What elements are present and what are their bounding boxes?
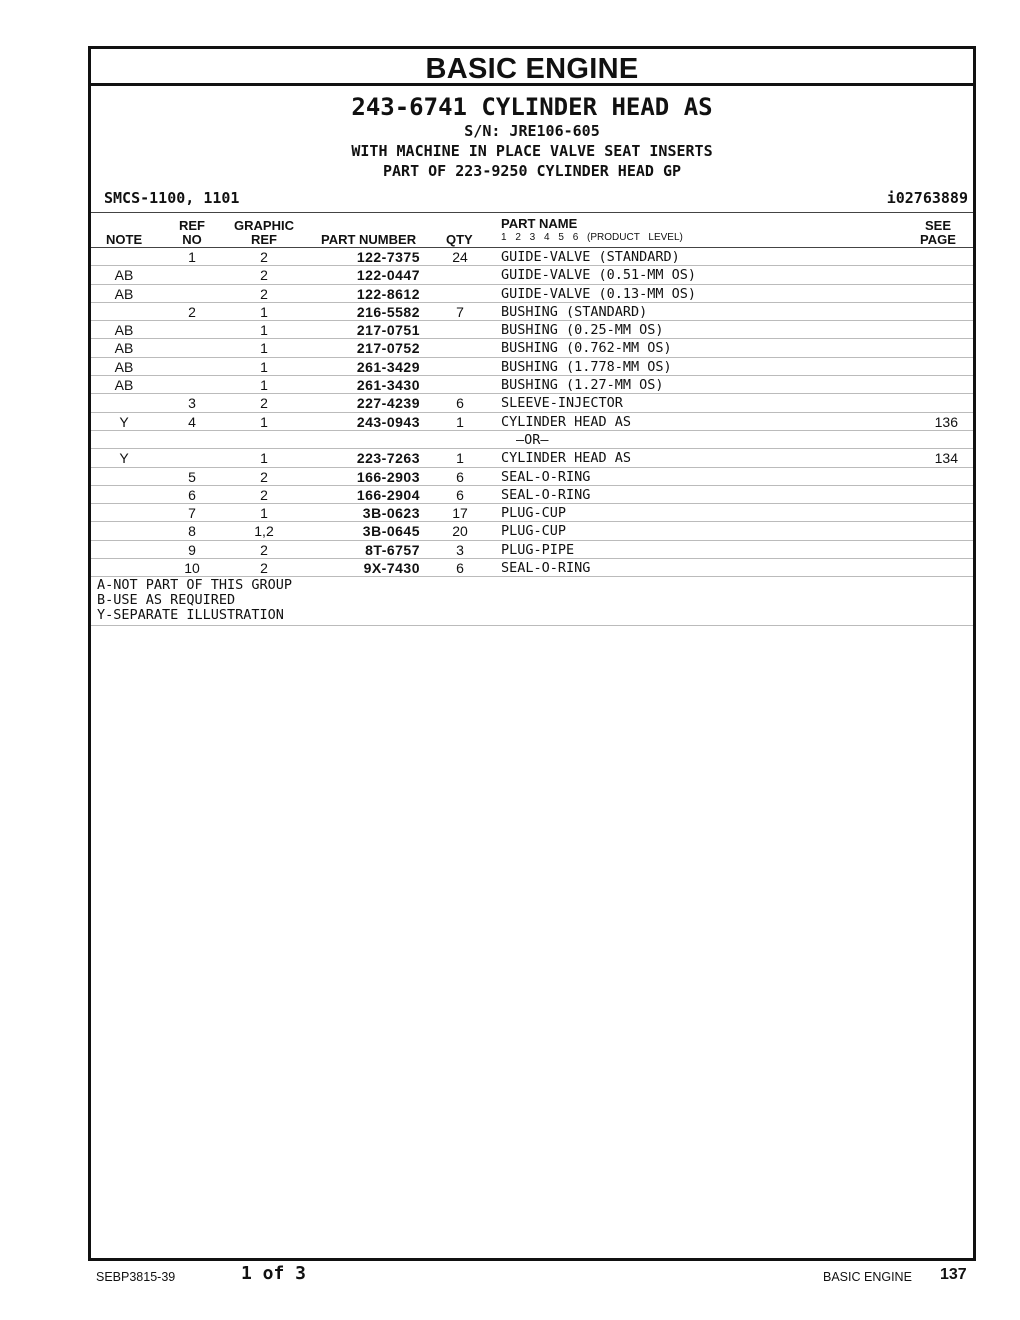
row-graphic-ref: 2 — [260, 395, 268, 412]
row-ref-no: 7 — [188, 505, 196, 522]
row-graphic-ref: 2 — [260, 486, 268, 503]
footer-page-of: 1 of 3 — [241, 1263, 307, 1284]
row-qty: 1 — [456, 413, 464, 430]
row-part-number: 217-0751 — [356, 322, 420, 339]
assembly-note-1: WITH MACHINE IN PLACE VALVE SEAT INSERTS — [351, 142, 713, 160]
row-part-number: 3B-0645 — [362, 523, 420, 540]
footer-page-number: 137 — [940, 1266, 967, 1283]
table-row — [91, 559, 973, 577]
row-note: Y — [119, 413, 129, 430]
row-note: AB — [114, 340, 134, 357]
parts-table — [91, 248, 973, 577]
row-graphic-ref: 1,2 — [254, 523, 274, 540]
note-b: B-USE AS REQUIRED — [97, 592, 236, 609]
row-graphic-ref: 1 — [260, 358, 268, 375]
row-qty: 6 — [456, 560, 464, 577]
row-part-name: CYLINDER HEAD AS — [501, 450, 632, 467]
row-graphic-ref: 2 — [260, 468, 268, 485]
row-graphic-ref: 2 — [260, 541, 268, 558]
row-qty: 24 — [452, 249, 468, 265]
col-note: NOTE — [106, 232, 143, 247]
table-row — [91, 468, 973, 486]
row-part-name: —OR— — [516, 431, 549, 448]
row-note: Y — [119, 450, 129, 467]
col-product-levels: 1 2 3 4 5 6 (PRODUCT LEVEL) — [501, 232, 683, 243]
row-part-name: BUSHING (STANDARD) — [501, 303, 648, 320]
row-graphic-ref: 1 — [260, 340, 268, 357]
column-header — [91, 213, 973, 248]
table-row — [91, 303, 973, 321]
row-note: AB — [114, 285, 134, 302]
row-part-number: 122-0447 — [356, 267, 420, 284]
row-ref-no: 1 — [188, 249, 196, 265]
row-ref-no: 3 — [188, 395, 196, 412]
footer-section: BASIC ENGINE — [823, 1270, 912, 1284]
row-qty: 6 — [456, 486, 464, 503]
table-row — [91, 394, 973, 412]
table-row — [91, 541, 973, 559]
row-graphic-ref: 1 — [260, 505, 268, 522]
row-ref-no: 8 — [188, 523, 196, 540]
row-part-number: 261-3430 — [356, 377, 420, 394]
table-row — [91, 339, 973, 357]
col-gref-bottom: REF — [251, 232, 277, 247]
col-part-name: PART NAME — [501, 216, 578, 231]
table-row — [91, 285, 973, 303]
row-part-number: 217-0752 — [356, 340, 420, 357]
row-ref-no: 5 — [188, 468, 196, 485]
row-part-number: 243-0943 — [356, 413, 420, 430]
row-qty: 3 — [456, 541, 464, 558]
table-row — [91, 486, 973, 504]
row-qty: 7 — [456, 303, 464, 320]
row-note: AB — [114, 322, 134, 339]
row-ref-no: 6 — [188, 486, 196, 503]
row-part-name: SEAL-O-RING — [501, 486, 591, 503]
row-part-name: GUIDE-VALVE (STANDARD) — [501, 249, 680, 265]
smcs-row — [91, 186, 973, 213]
col-qty: QTY — [446, 232, 473, 247]
footer-doc-number: SEBP3815-39 — [96, 1270, 176, 1284]
row-part-number: 166-2903 — [356, 468, 420, 485]
row-part-name: BUSHING (1.27-MM OS) — [501, 377, 664, 394]
row-part-number: 122-8612 — [356, 285, 420, 302]
row-ref-no: 10 — [184, 560, 200, 577]
note-y: Y-SEPARATE ILLUSTRATION — [97, 607, 284, 624]
table-row — [91, 431, 973, 449]
row-see-page: 136 — [934, 413, 958, 430]
row-part-number: 216-5582 — [356, 303, 420, 320]
col-ref-top: REF — [179, 218, 205, 233]
row-part-name: CYLINDER HEAD AS — [501, 413, 632, 430]
row-part-name: SEAL-O-RING — [501, 560, 591, 577]
col-gref-top: GRAPHIC — [234, 218, 294, 233]
row-part-number: 9X-7430 — [363, 560, 420, 577]
row-ref-no: 9 — [188, 541, 196, 558]
table-row — [91, 248, 973, 266]
row-qty: 6 — [456, 468, 464, 485]
row-part-name: GUIDE-VALVE (0.51-MM OS) — [501, 267, 697, 284]
table-row — [91, 413, 973, 431]
row-part-name: SEAL-O-RING — [501, 468, 591, 485]
section-title: BASIC ENGINE — [91, 49, 973, 86]
smcs-code: SMCS-1100, 1101 — [104, 189, 240, 207]
serial-number: S/N: JRE106-605 — [464, 122, 600, 140]
row-graphic-ref: 1 — [260, 413, 268, 430]
row-graphic-ref: 1 — [260, 377, 268, 394]
row-part-name: GUIDE-VALVE (0.13-MM OS) — [501, 285, 697, 302]
row-note: AB — [114, 377, 134, 394]
row-ref-no: 4 — [188, 413, 196, 430]
row-note: AB — [114, 358, 134, 375]
row-qty: 20 — [452, 523, 468, 540]
note-a: A-NOT PART OF THIS GROUP — [97, 577, 293, 594]
page-footer — [0, 1262, 1020, 1292]
notes-block — [91, 577, 973, 626]
table-row — [91, 376, 973, 394]
row-graphic-ref: 2 — [260, 267, 268, 284]
col-see-top: SEE — [924, 218, 951, 233]
row-note: AB — [114, 267, 134, 284]
row-part-name: BUSHING (1.778-MM OS) — [501, 358, 672, 375]
col-see-bottom: PAGE — [920, 232, 956, 247]
table-row — [91, 266, 973, 284]
col-part-number: PART NUMBER — [321, 232, 417, 247]
row-ref-no: 2 — [188, 303, 196, 320]
parts-page-frame — [88, 46, 976, 1261]
row-graphic-ref: 1 — [260, 450, 268, 467]
row-graphic-ref: 2 — [260, 560, 268, 577]
document-id: i02763889 — [886, 189, 968, 207]
row-part-name: BUSHING (0.762-MM OS) — [501, 340, 672, 357]
row-see-page: 134 — [934, 450, 958, 467]
row-graphic-ref: 1 — [260, 303, 268, 320]
row-graphic-ref: 1 — [260, 322, 268, 339]
row-graphic-ref: 2 — [260, 249, 268, 265]
row-qty: 1 — [456, 450, 464, 467]
row-part-number: 122-7375 — [356, 249, 420, 265]
row-part-name: BUSHING (0.25-MM OS) — [501, 322, 664, 339]
row-part-name: SLEEVE-INJECTOR — [501, 395, 623, 412]
row-part-name: PLUG-CUP — [501, 505, 567, 522]
row-part-number: 227-4239 — [356, 395, 420, 412]
row-graphic-ref: 2 — [260, 285, 268, 302]
row-part-number: 166-2904 — [356, 486, 420, 503]
table-row — [91, 358, 973, 376]
row-qty: 6 — [456, 395, 464, 412]
table-row — [91, 321, 973, 339]
row-part-number: 261-3429 — [356, 358, 420, 375]
row-qty: 17 — [452, 505, 468, 522]
row-part-name: PLUG-PIPE — [501, 541, 575, 558]
row-part-name: PLUG-CUP — [501, 523, 567, 540]
row-part-number: 3B-0623 — [362, 505, 420, 522]
row-part-number: 8T-6757 — [365, 541, 420, 558]
table-row — [91, 522, 973, 540]
row-part-number: 223-7263 — [356, 450, 420, 467]
assembly-title: 243-6741 CYLINDER HEAD AS — [351, 93, 713, 121]
col-ref-bottom: NO — [182, 232, 202, 247]
assembly-note-2: PART OF 223-9250 CYLINDER HEAD GP — [382, 162, 681, 180]
table-row — [91, 449, 973, 467]
table-row — [91, 504, 973, 522]
